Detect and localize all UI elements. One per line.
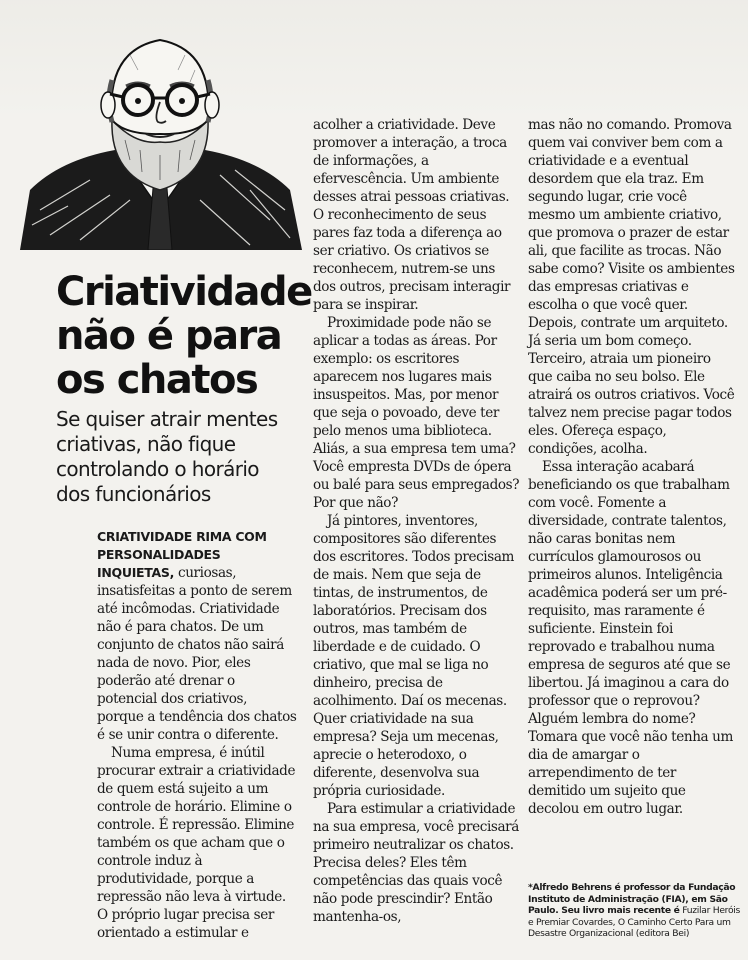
paragraph: Já pintores, inventores, compositores são diferentes dos escritores. Todos precisam de mais. Nem que seja de tintas, de instrumentos, de laboratórios. Precisam dos outros, mas também de liberdade e de cuidado. O criativo, que mal se liga no dinheiro, precisa de acolhimento. Daí os mecenas. Quer criatividade na sua empresa? Seja um mecenas, aprecie o heterodoxo, o diferente, desenvolva sua própria curiosidade. bbox=[313, 513, 515, 799]
article-column-2 bbox=[313, 116, 521, 926]
article-headline: Criatividade não é para os chatos bbox=[56, 269, 312, 403]
article-column-1 bbox=[97, 528, 297, 942]
lead-paragraph bbox=[97, 528, 297, 744]
article-column-3 bbox=[528, 116, 736, 818]
author-footnote bbox=[528, 882, 740, 940]
paragraph: mas não no comando. Promova quem vai conviver bem com a criatividade e a eventual desordem que ela traz. Em segundo lugar, crie você mesmo um ambiente criativo, que promova o prazer de estar ali, que facilite as trocas. Não sabe como? Visite os ambientes das empresas criativas e escolha o que você quer. Depois, contrate um arquiteto. Já seria um bom começo. Terceiro, atraia um pioneiro que caiba no seu bolso. Ele atrairá os outros criativos. Você talvez nem precise pagar todos eles. Ofereça espaço, condições, acolha. bbox=[528, 117, 735, 457]
footnote-rest: Fuzilar Heróis e Premiar Covardes, O Caminho Certo Para um Desastre Organizacional (editora Bei) bbox=[528, 905, 741, 939]
article-subhead: Se quiser atrair mentes criativas, não fique controlando o horário dos funcionários bbox=[56, 407, 278, 506]
author-portrait-illustration bbox=[20, 10, 302, 250]
paragraph: Para estimular a criatividade na sua empresa, você precisará primeiro neutralizar os chatos. Precisa deles? Eles têm competências das quais você não pode prescindir? Então mantenha-os, bbox=[313, 801, 519, 925]
paragraph: acolher a criatividade. Deve promover a interação, a troca de informações, a efervescência. Um ambiente desses atrai pessoas criativas. O reconhecimento de seus pares faz toda a diferença ao ser criativo. Os criativos se reconhecem, nutrem-se uns dos outros, precisam interagir para se inspirar. bbox=[313, 117, 511, 313]
paragraph: Numa empresa, é inútil procurar extrair a criatividade de quem está sujeito a um controle de horário. Elimine o controle. É repressão. Elimine também os que acham que o controle induz à produtividade, porque a repressão não leva à virtude. O próprio lugar precisa ser orientado a estimular e bbox=[97, 745, 296, 941]
paragraph: Essa interação acabará beneficiando os que trabalham com você. Fomente a diversidade, contrate talentos, não caras bonitas nem currículos glamourosos ou primeiros alunos. Inteligência acadêmica poderá ser um pré-requisito, mas raramente é suficiente. Einstein foi reprovado e trabalhou numa empresa de seguros até que se libertou. Já imaginou a cara do professor que o reprovou? Alguém lembra do nome? Tomara que você não tenha um dia de amargar o arrependimento de ter demitido um sujeito que decolou em outro lugar. bbox=[528, 459, 734, 817]
footnote-bold: *Alfredo Behrens é professor da Fundação Instituto de Administração (FIA), em São Paulo. Seu livro mais recente é bbox=[528, 882, 736, 916]
paragraph: Proximidade pode não se aplicar a todas as áreas. Por exemplo: os escritores aparecem nos lugares mais insuspeitos. Mas, por menor que seja o povoado, deve ter pelo menos uma biblioteca. Aliás, a sua empresa tem uma? Você empresta DVDs de ópera ou balé para seus empregados? Por que não? bbox=[313, 315, 520, 511]
lead-caps: CRIATIVIDADE RIMA COM PERSONALIDADES INQUIETAS, bbox=[97, 529, 267, 580]
lead-text: curiosas, insatisfeitas a ponto de serem até incômodas. Criatividade não é para chatos. De um conjunto de chatos não sairá nada de novo. Pior, eles poderão até drenar o potencial dos criativos, porque a tendência dos chatos é se unir contra o diferente. bbox=[97, 565, 297, 743]
